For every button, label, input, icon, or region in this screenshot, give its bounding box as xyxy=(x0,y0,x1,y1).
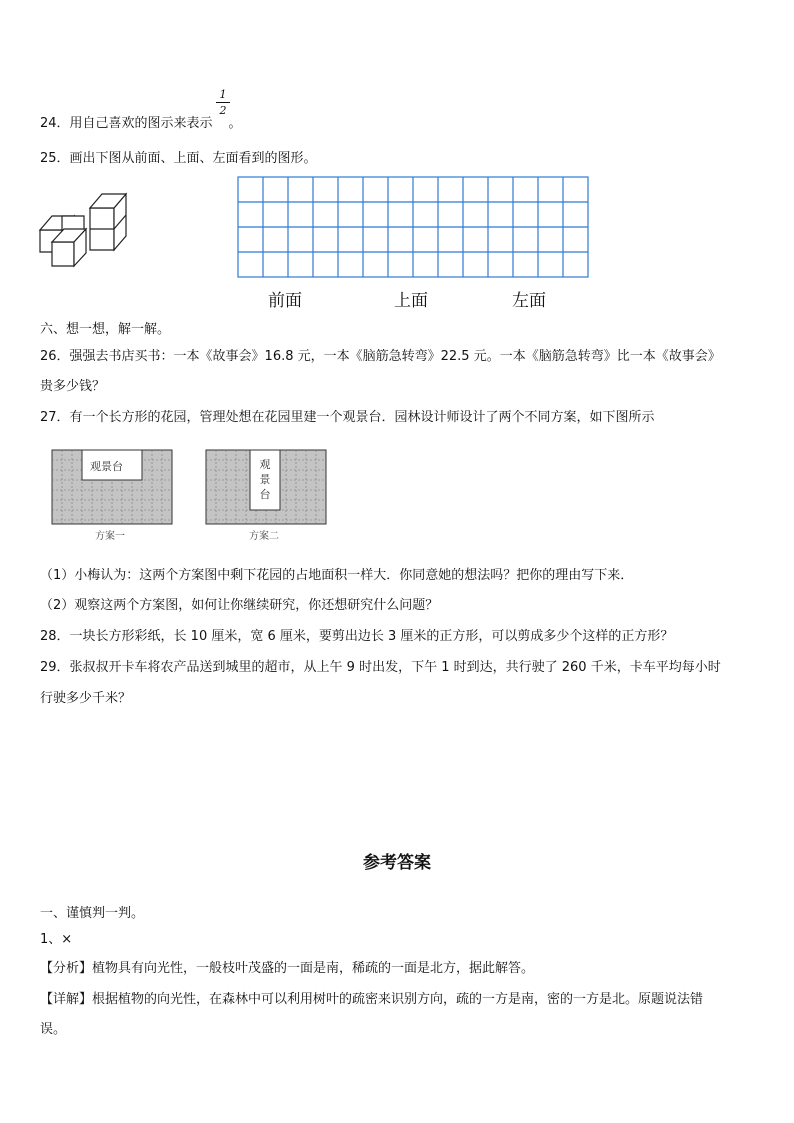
question-27-part2: （2）观察这两个方案图，如何让你继续研究，你还想研究什么问题？ xyxy=(40,598,439,613)
question-26-line1: 26．强强去书店买书：一本《故事会》16.8 元，一本《脑筋急转弯》22.5 元。一本《脑筋急转弯》比一本《故事会》 xyxy=(40,349,721,364)
drawing-grid xyxy=(238,177,588,277)
question-27: 27．有一个长方形的花园，管理处想在花园里建一个观景台．园林设计师设计了两个不同方案，如下图所示 xyxy=(40,410,655,425)
question-29-line2: 行驶多少千米？ xyxy=(40,691,132,706)
question-28: 28．一块长方形彩纸，长 10 厘米，宽 6 厘米，要剪出边长 3 厘米的正方形，可以剪成多少个这样的正方形？ xyxy=(40,629,674,644)
question-26-line2: 贵多少钱？ xyxy=(40,379,106,394)
answer-1-detail-line2: 误。 xyxy=(40,1022,67,1037)
q24-text: 24．用自己喜欢的图示来表示 xyxy=(40,116,213,131)
plan2-label: 方案二 xyxy=(249,531,279,542)
plan1-platform-label: 观景台 xyxy=(90,460,123,473)
question-27-part1: （1）小梅认为：这两个方案图中剩下花园的占地面积一样大．你同意她的想法吗？把你的理由写下来． xyxy=(40,568,634,583)
answer-1-analysis: 【分析】植物具有向光性，一般枝叶茂盛的一面是南，稀疏的一面是北方，据此解答。 xyxy=(40,961,535,976)
fraction-denominator: 2 xyxy=(219,104,227,117)
cube-stack-figure xyxy=(40,194,126,266)
answers-section-1: 一、谨慎判一判。 xyxy=(40,906,145,921)
plan1-label: 方案一 xyxy=(95,531,125,542)
question-29-line1: 29．张叔叔开卡车将农产品送到城里的超市，从上午 9 时出发，下午 1 时到达，共行驶了 260 千米，卡车平均每小时 xyxy=(40,660,721,675)
label-top-view: 上面 xyxy=(394,291,428,311)
label-left-view: 左面 xyxy=(512,291,546,311)
q24-tail: 。 xyxy=(228,116,242,131)
answer-1: 1、× xyxy=(40,932,73,947)
answers-title: 参考答案 xyxy=(363,853,431,873)
section-6-heading: 六、想一想，解一解。 xyxy=(40,322,171,337)
fraction-numerator: 1 xyxy=(219,88,227,101)
question-25: 25．画出下图从前面、上面、左面看到的图形。 xyxy=(40,151,317,166)
answer-1-detail-line1: 【详解】根据植物的向光性，在森林中可以利用树叶的疏密来识别方向，疏的一方是南，密的一方是北。原题说法错 xyxy=(40,992,704,1007)
label-front-view: 前面 xyxy=(268,291,302,311)
plan2-platform-label: 观景台 xyxy=(259,458,271,501)
